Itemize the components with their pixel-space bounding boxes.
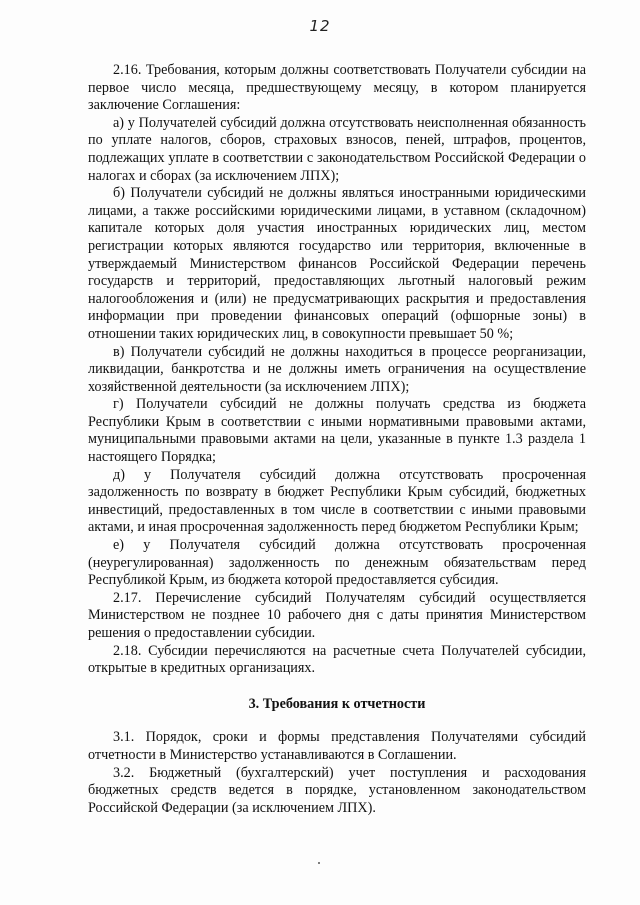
paragraph-2-16-g: г) Получатели субсидий не должны получать средства из бюджета Республики Крым в соответствии с иными нормативными правовыми актами, муниципальными правовыми актами на цели, указанные в пункте 1.3 раздела 1 настоящего Порядка; (88, 396, 586, 466)
paragraph-2-16: 2.16. Требования, которым должны соответствовать Получатели субсидии на первое число месяца, предшествующему месяцу, в котором планируется заключение Соглашения: (88, 62, 586, 114)
paragraph-2-17: 2.17. Перечисление субсидий Получателям субсидий осуществляется Министерством не позднее 10 рабочего дня с даты принятия Министерством решения о предоставлении субсидии. (88, 589, 586, 641)
paragraph-2-16-d: д) у Получателя субсидий должна отсутствовать просроченная задолженность по возврату в бюджет Республики Крым субсидий, бюджетных инвестиций, предоставленных в том числе в соответствии с иными правовыми актами, и иная просроченная задолженность перед бюджетом Республики Крым; (88, 466, 586, 536)
paragraph-2-18: 2.18. Субсидии перечисляются на расчетные счета Получателей субсидии, открытые в кредитных организациях. (88, 642, 586, 677)
document-body (88, 62, 586, 817)
paragraph-2-16-e: е) у Получателя субсидий должна отсутствовать просроченная (неурегулированная) задолженность по денежным обязательствам перед Республикой Крым, из бюджета которой предоставляется субсидия. (88, 537, 586, 589)
paragraph-2-16-v: в) Получатели субсидий не должны находиться в процессе реорганизации, ликвидации, банкротства и не должны иметь ограничения на осуществление хозяйственной деятельности (за исключением ЛПХ); (88, 343, 586, 395)
section-heading: 3. Требования к отчетности (248, 695, 426, 712)
paragraph-2-16-b: б) Получатели субсидий не должны являться иностранными юридическими лицами, а также российскими юридическими лицами, в уставном (складочном) капитале которых доля участия иностранных юридических лиц, местом регистрации которых являются государство или территория, включенные в утверждаемый Министерством финансов Российской Федерации перечень государств и территорий, предоставляющих льготный налоговый режим налогообложения и (или) не предусматривающих раскрытия и предоставления информации при проведении финансовых операций (офшорные зоны) в отношении таких юридических лиц, в совокупности превышает 50 %; (88, 185, 586, 342)
paragraph-3-1: 3.1. Порядок, сроки и формы представления Получателями субсидий отчетности в Министерство устанавливаются в Соглашении. (88, 729, 586, 763)
paragraph-2-16-a: а) у Получателей субсидий должна отсутствовать неисполненная обязанность по уплате налогов, сборов, страховых взносов, пеней, штрафов, процентов, подлежащих уплате в соответствии с законодательством Российской Федерации о налогах и сборах (за исключением ЛПХ); (88, 114, 586, 184)
page-number: 12 (309, 17, 331, 35)
scan-speck (318, 862, 320, 864)
paragraph-3-2: 3.2. Бюджетный (бухгалтерский) учет поступления и расходования бюджетных средств ведется в порядке, установленном законодательством Российской Федерации (за исключением ЛПХ). (88, 764, 586, 816)
